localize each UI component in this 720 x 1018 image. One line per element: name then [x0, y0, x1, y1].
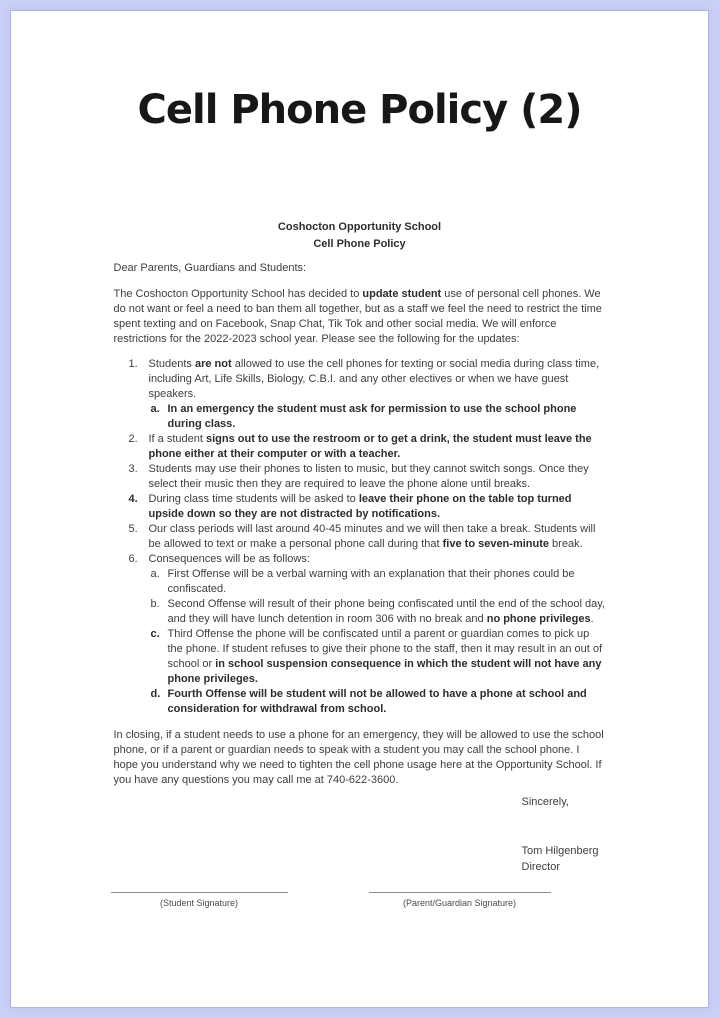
- list-item-text: [149, 432, 606, 462]
- closing-paragraph: [114, 728, 606, 788]
- text-run: .: [590, 613, 594, 625]
- list-marker: a.: [150, 403, 160, 415]
- list-marker: d.: [150, 688, 161, 700]
- text-run: use of personal cell phones. We do not want or feel a need to ban them all together, but as a staff we feel the need to restrict the time spent texting and on Facebook, Snap Chat, Tik Tok and other social media. We will enforce restrictions for the 2022-2023 school year. Please see the following for the updates:: [113, 288, 602, 345]
- list-marker: b.: [150, 598, 160, 610]
- signature-block: [522, 795, 606, 875]
- text-run: allowed to use the cell phones for texting or social media during class time, including Art, Life Skills, Biology, C.B.I. and any other electives or when we have guest speakers.: [148, 358, 600, 400]
- text-run: In closing, if a student needs to use a phone for an emergency, they will be allowed to use the school phone, or if a parent or guardian needs to speak with a student you may call the school phone. I hope you understand why we need to tighten the cell phone usage here at the Opportunity School. If you have any questions you may call me at 740-622-3600.: [113, 729, 604, 786]
- text-run: Consequences will be as follows:: [148, 553, 310, 565]
- student-signature-area: [111, 892, 288, 911]
- document-page: [11, 11, 708, 1007]
- signer-role: Director: [521, 861, 561, 873]
- list-subitem: [151, 402, 606, 432]
- list-marker: 1.: [128, 358, 138, 370]
- intro-paragraph: [114, 287, 606, 347]
- list-marker: 4.: [128, 493, 138, 505]
- salutation: Dear Parents, Guardians and Students:: [113, 262, 307, 274]
- text-run: During class time students will be asked to: [148, 493, 359, 505]
- text-run: If a student: [148, 433, 206, 445]
- signer-name: Tom Hilgenberg: [521, 845, 599, 857]
- list-marker: c.: [150, 628, 160, 640]
- list-item-text: [168, 687, 606, 717]
- parent-signature-line: [369, 892, 551, 893]
- list-item-text: [149, 522, 606, 552]
- text-run: Our class periods will last around 40-45 minutes and we will then take a break. Students will be allowed to text or make a personal phone call during that: [148, 523, 596, 550]
- text-run: Students may use their phones to listen to music, but they cannot switch songs. Once they select their music then they are required to leave the phone alone until breaks.: [148, 463, 589, 490]
- letter-heading-school: Coshocton Opportunity School: [277, 221, 442, 233]
- text-run: update student: [362, 288, 442, 300]
- list-subitem: [151, 687, 606, 717]
- list-marker: 6.: [128, 553, 138, 565]
- text-run: First Offense will be a verbal warning with an explanation that their phones could be confiscated.: [167, 568, 575, 595]
- list-item-text: [168, 567, 606, 597]
- list-subitem: [151, 597, 606, 627]
- policy-list: [114, 357, 606, 717]
- list-marker: 3.: [128, 463, 138, 475]
- signature-gap: [288, 892, 369, 911]
- list-item: [129, 552, 606, 567]
- list-item: [129, 522, 606, 552]
- text-run: are not: [194, 358, 232, 370]
- text-run: Fourth Offense will be student will not be allowed to have a phone at school and consideration for withdrawal from school.: [167, 688, 587, 715]
- list-item-text: [149, 462, 606, 492]
- list-item-text: [149, 492, 606, 522]
- parent-signature-area: [369, 892, 551, 911]
- list-marker: a.: [150, 568, 160, 580]
- letter-heading: [114, 219, 606, 253]
- student-signature-label: (Student Signature): [159, 898, 239, 908]
- text-run: signs out to use the restroom or to get a drink, the student must leave the phone either at their computer or with a teacher.: [148, 433, 592, 460]
- parent-signature-label: (Parent/Guardian Signature): [402, 898, 517, 908]
- list-item-text: [168, 597, 606, 627]
- letter-body: [114, 219, 606, 911]
- text-run: Students: [148, 358, 195, 370]
- text-run: The Coshocton Opportunity School has decided to: [113, 288, 363, 300]
- list-item: [129, 357, 606, 402]
- page-title: Cell Phone Policy (2): [137, 87, 582, 133]
- list-item: [129, 492, 606, 522]
- signer-identity: [522, 843, 606, 875]
- text-run: Third Offense the phone will be confiscated until a parent or guardian comes to pick up the phone. If student refuses to give their phone to the staff, then it may result in an out of school or: [167, 628, 603, 670]
- text-run: Second Offense will result of their phone being confiscated until the end of the school day, and they will have lunch detention in room 306 with no break and: [167, 598, 605, 625]
- text-run: five to seven-minute: [442, 538, 549, 550]
- list-subitem: [151, 567, 606, 597]
- signature-lines-row: [111, 892, 606, 911]
- text-run: in school suspension consequence in which the student will not have any phone privileges.: [167, 658, 602, 685]
- sincerely-text: Sincerely,: [521, 796, 569, 808]
- list-item-text: [168, 627, 606, 687]
- list-item: [129, 462, 606, 492]
- list-marker: 5.: [128, 523, 138, 535]
- text-run: break.: [549, 538, 583, 550]
- text-run: In an emergency the student must ask for permission to use the school phone during class.: [167, 403, 577, 430]
- letter-heading-policy: Cell Phone Policy: [313, 238, 406, 250]
- list-item: [129, 432, 606, 462]
- list-item-text: [149, 552, 606, 567]
- list-item-text: [149, 357, 606, 402]
- text-run: no phone privileges: [486, 613, 591, 625]
- student-signature-line: [111, 892, 288, 893]
- list-item-text: [168, 402, 606, 432]
- list-subitem: [151, 627, 606, 687]
- list-marker: 2.: [128, 433, 138, 445]
- text-run: leave their phone on the table top turned upside down so they are not distracted by notifications.: [148, 493, 572, 520]
